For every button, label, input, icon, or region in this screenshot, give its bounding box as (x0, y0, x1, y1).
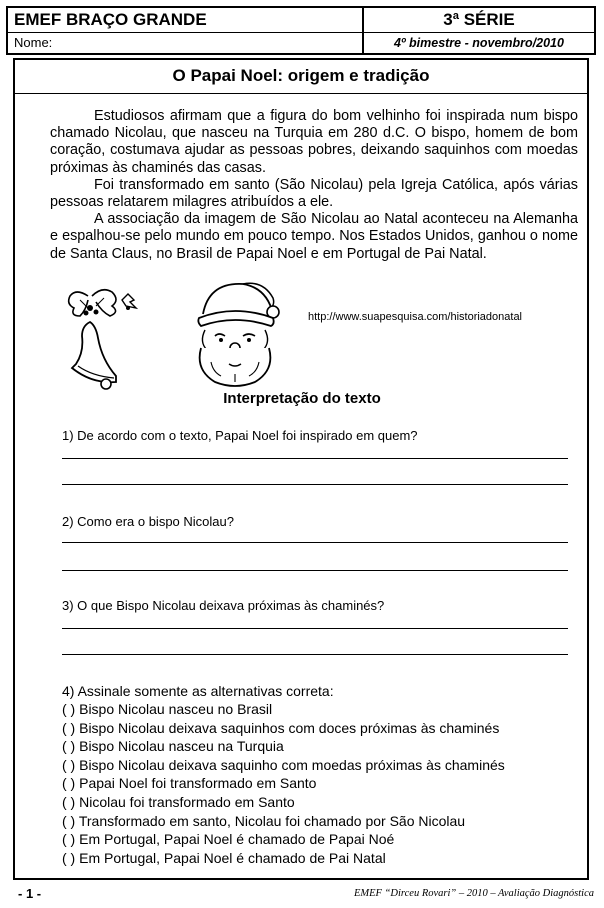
question-1: 1) De acordo com o texto, Papai Noel foi inspirado em quem? (62, 428, 418, 443)
option-checkbox[interactable]: ( ) Nicolau foi transformado em Santo (62, 793, 295, 810)
options-list (62, 700, 505, 867)
section-heading: Interpretação do texto (223, 390, 381, 407)
question-3: 3) O que Bispo Nicolau deixava próximas às chaminés? (62, 598, 385, 613)
question-2: 2) Como era o bispo Nicolau? (62, 514, 234, 529)
page-title: O Papai Noel: origem e tradição (172, 66, 430, 85)
christmas-bell-icon (62, 286, 144, 392)
option-checkbox[interactable]: ( ) Em Portugal, Papai Noel é chamado de Pai Natal (62, 849, 386, 866)
question-4: 4) Assinale somente as alternativas correta: (62, 683, 334, 699)
footer-credit: EMEF “Dirceu Rovari” – 2010 – Avaliação Diagnóstica (353, 888, 594, 899)
answer-line[interactable] (62, 458, 568, 459)
page-number: - 1 - (18, 886, 42, 901)
answer-line[interactable] (62, 484, 568, 485)
answer-line[interactable] (62, 654, 568, 655)
title-divider (13, 93, 589, 94)
source-url[interactable]: http://www.suapesquisa.com/historiadonatal (308, 311, 523, 323)
option-checkbox[interactable]: ( ) Em Portugal, Papai Noel é chamado de Papai Noé (62, 831, 395, 848)
option-checkbox[interactable]: ( ) Transformado em santo, Nicolau foi chamado por São Nicolau (62, 812, 466, 829)
option-checkbox[interactable]: ( ) Bispo Nicolau deixava saquinhos com doces próximas às chaminés (62, 719, 500, 736)
school-name: EMEF BRAÇO GRANDE (8, 8, 364, 32)
option-checkbox[interactable]: ( ) Bispo Nicolau nasceu no Brasil (62, 701, 273, 717)
option-checkbox[interactable]: ( ) Bispo Nicolau deixava saquinho com moedas próximas às chaminés (62, 756, 505, 773)
answer-line[interactable] (62, 570, 568, 571)
paragraph: Foi transformado em santo (São Nicolau) pela Igreja Católica, após várias pessoas relatarem milagres atribuídos a ele. (50, 176, 578, 211)
grade: 3ª SÉRIE (443, 10, 515, 29)
paragraph: A associação da imagem de São Nicolau ao Natal aconteceu na Alemanha e espalhou-se pelo mundo em pouco tempo. Nos Estados Unidos, ganhou o nome de Santa Claus, no Brasil de Papai Noel e em Portugal de Pai Natal. (50, 211, 578, 262)
paragraph: Estudiosos afirmam que a figura do bom velhinho foi inspirada num bispo chamado Nicolau, que nasceu na Turquia em 280 d.C. O bispo, homem de bom coração, costumava ajudar as pessoas pobres, deixando saquinhos com moedas próximas às chaminés das casas. (50, 108, 578, 176)
santa-claus-icon (189, 278, 281, 390)
option-checkbox[interactable]: ( ) Bispo Nicolau nasceu na Turquia (62, 738, 284, 755)
name-field[interactable]: Nome: (8, 33, 364, 53)
answer-line[interactable] (62, 542, 568, 543)
article-text (50, 108, 578, 263)
answer-line[interactable] (62, 628, 568, 629)
header-table (6, 6, 596, 55)
period: 4º bimestre - novembro/2010 (394, 36, 564, 50)
option-checkbox[interactable]: ( ) Papai Noel foi transformado em Santo (62, 775, 317, 792)
